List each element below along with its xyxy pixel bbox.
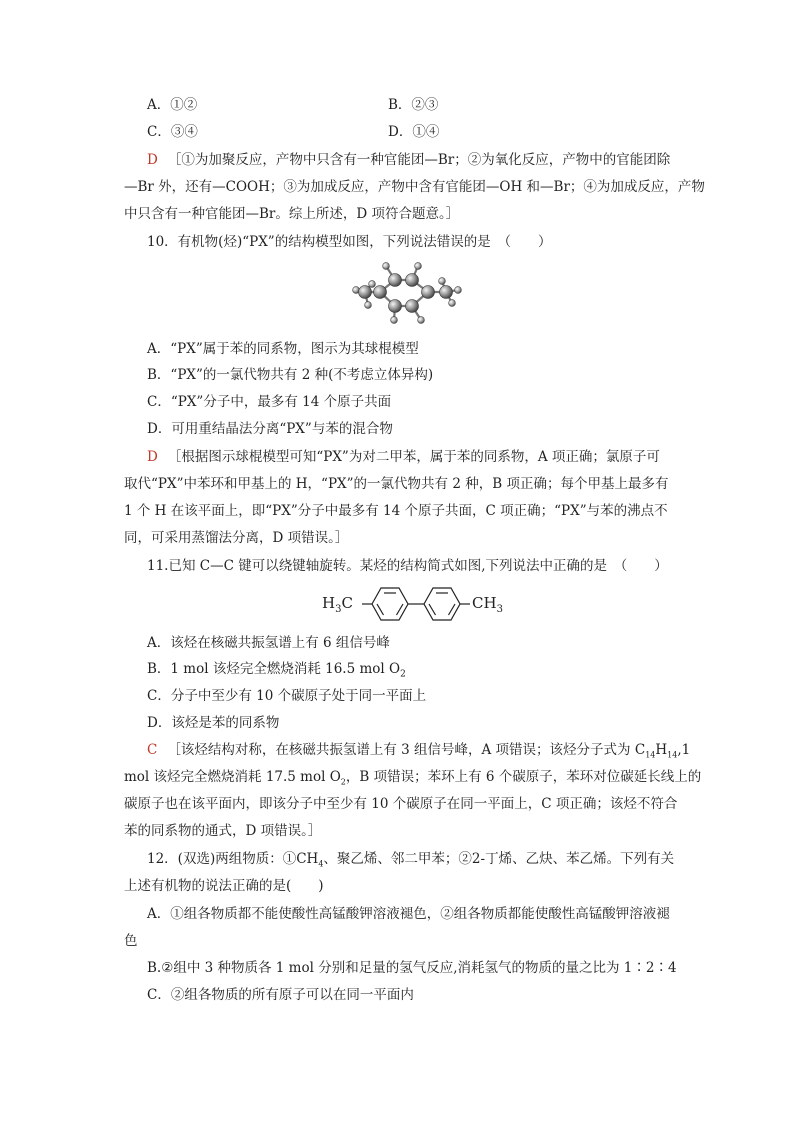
q9-explanation-line-3: 中只含有一种官能团—Br。综上所述，D 项符合题意。］ (124, 206, 460, 222)
q10-stem: 10．有机物(烃)“PX”的结构模型如图，下列说法错误的是 （ ） (147, 234, 552, 250)
q12-ch4-subscript: 4 (318, 859, 324, 869)
q10-explanation-line-2: 取代“PX”中苯环和甲基上的 H，“PX”的一氯代物共有 2 种，B 项正确；每个甲基上最多有 (124, 476, 669, 492)
q11-option-b-subscript: 2 (400, 669, 406, 680)
px-ball-stick-model (350, 258, 470, 328)
q12-option-b: B.②组中 3 种物质各 1 mol 分别和足量的氢气反应,消耗氢气的物质的量之比为 1∶2∶4 (147, 960, 677, 976)
q12-stem-line-2: 上述有机物的说法正确的是( ) (124, 878, 324, 894)
q9-option-d: D．①④ (388, 124, 440, 140)
left-methyl-subscript: 3 (335, 604, 342, 615)
q9-explanation-line-2: —Br 外，还有—COOH；③为加成反应，产物中含有官能团—OH 和—Br；④为加成反应，产物 (124, 179, 705, 195)
q10-explanation-line-4: 同，可采用蒸馏法分离，D 项错误。］ (124, 530, 349, 546)
right-methyl-subscript: 3 (496, 604, 503, 615)
biphenyl-rings (362, 582, 472, 632)
q11-option-d: D．该烃是苯的同系物 (147, 715, 280, 731)
q10-option-c: C．“PX”分子中，最多有 14 个原子共面 (147, 394, 392, 410)
left-methyl-h: H (322, 594, 336, 612)
q11-explanation-line-4: 苯的同系物的通式，D 项错误。］ (124, 823, 322, 839)
q10-option-b: B．“PX”的一氯代物共有 2 种(不考虑立体异构) (147, 367, 434, 383)
q11-option-b (147, 660, 406, 684)
q9-option-c: C．③④ (147, 124, 198, 140)
left-methyl-c: C (341, 594, 353, 612)
q9-option-b: B．②③ (388, 97, 439, 113)
right-methyl-label (472, 594, 503, 615)
q11-option-c: C．分子中至少有 10 个碳原子处于同一平面上 (147, 688, 427, 704)
q12-stem-1b: 、聚乙烯、邻二甲苯；②2-丁烯、乙炔、苯乙烯。下列有关 (323, 851, 675, 867)
right-methyl-ch: CH (472, 594, 497, 612)
q11-option-a: A．该烃在核磁共振氢谱上有 6 组信号峰 (147, 635, 390, 651)
q11-o2-subscript: 2 (340, 777, 346, 787)
q12-option-c: C．②组各物质的所有原子可以在同一平面内 (147, 987, 414, 1003)
q12-option-a-line-1: A．①组各物质都不能使酸性高锰酸钾溶液褪色，②组各物质都能使酸性高锰酸钾溶液褪 (147, 906, 670, 922)
q10-explanation-text: ［根据图示球棍模型可知“PX”为对二甲苯，属于苯的同系物，A 项正确；氯原子可 (167, 449, 660, 465)
left-methyl-label (322, 594, 353, 615)
q11-explanation-2a: mol 该烃完全燃烧消耗 17.5 mol O (124, 769, 341, 785)
q12-option-a-line-2: 色 (124, 933, 138, 949)
q11-formula-tail: ,1 (677, 742, 691, 758)
q11-explanation-line-2 (124, 768, 701, 792)
q11-explanation-line-1 (147, 741, 690, 765)
q10-option-d: D．可用重结晶法分离“PX”与苯的混合物 (147, 421, 393, 437)
q10-answer: D (147, 449, 158, 465)
q11-formula-h: H (655, 742, 668, 758)
q9-explanation-line-1 (147, 151, 670, 169)
q11-stem: 11.已知 C—C 键可以绕键轴旋转。某烃的结构简式如图,下列说法中正确的是 （ ） (147, 558, 668, 574)
q12-stem-line-1 (147, 850, 674, 874)
q11-answer: C (147, 742, 158, 758)
q10-explanation-line-1 (147, 448, 660, 466)
q9-option-a: A．①② (147, 97, 198, 113)
q11-formula-sub-c: 14 (645, 750, 656, 760)
q10-explanation-line-3: 1 个 H 在该平面上，即“PX”分子中最多有 14 个原子共面，C 项正确；“PX”与苯的沸点不 (124, 503, 668, 519)
q11-formula-sub-h: 14 (667, 750, 678, 760)
q10-option-a: A．“PX”属于苯的同系物，图示为其球棍模型 (147, 341, 419, 357)
q11-structure-formula (322, 582, 512, 632)
q12-stem-1a: 12．(双选)两组物质：①CH (147, 851, 319, 867)
q11-explanation-text: ［该烃结构对称，在核磁共振氢谱上有 3 组信号峰，A 项错误；该烃分子式为 C (167, 742, 646, 758)
q11-explanation-2b: ，B 项错误；苯环上有 6 个碳原子，苯环对位碳延长线上的 (345, 769, 702, 785)
q11-explanation-line-3: 碳原子也在该平面内，即该分子中至少有 10 个碳原子在同一平面上，C 项正确；该烃不符合 (124, 796, 678, 812)
q9-explanation-text: ［①为加聚反应，产物中只含有一种官能团—Br；②为氧化反应，产物中的官能团除 (167, 152, 671, 168)
q11-option-b-text: B．1 mol 该烃完全燃烧消耗 16.5 mol O (147, 661, 401, 677)
q9-answer: D (147, 152, 158, 168)
